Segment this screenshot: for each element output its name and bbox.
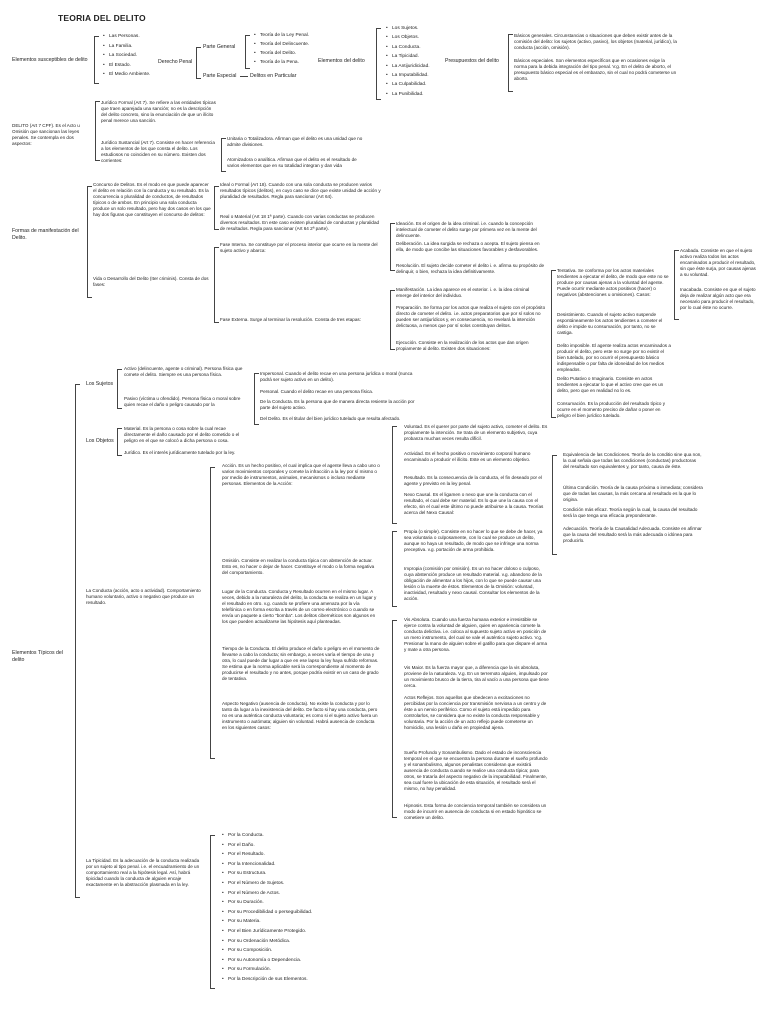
accion: Acción. Es un hecho positivo, el cual implica que el agente lleva a cabo uno o varios movimientos corporales y comete la infracción a la ley por sí mismo o por medio de instrumentos, animales, mecanismos o incluso mediante personas. Elementos de la Acción: [222,463,380,486]
list-item: • Por el Número de Sujetos. [222,879,312,889]
delito-definition: DELITO (Art 7 CPF). Es el Acto u Omisión que sancionan las leyes penales. Se contempla en dos aspectos: [12,123,80,146]
conducta: La Conducta (acción, acto o actividad). Comportamiento humano voluntario, activo o negativo que produce un resultado. [86,588,201,605]
delito-putativo: Delito Putativo o Imaginario. Consiste en actos tendientes a ejecutar lo que el activo cree que es un delito, pero que en realidad no lo es. [557,376,664,393]
list-item: • Los Sujetos. [386,24,430,33]
connector [240,76,248,77]
bracket [390,223,395,271]
parte-general-list [254,31,309,67]
parte-general-label: Parte General [203,44,236,50]
bracket [376,28,381,100]
list-item: • Teoría del Delincuente. [254,40,309,49]
bracket [674,250,679,320]
acabada: Acabada. Consiste en que el sujeto activo realiza todos los actos encaminados a producir el resultado, sin que éste surja, por causas ajenas a su voluntad. [680,248,756,277]
tipicidad: La Tipicidad. Es la adecuación de la conducta realizada por un sujeto al tipo penal. i.e. el encuadramiento de un comportamiento real a la hipótesis legal. Así, habrá tipicidad cuando la conducta de alguien encaje exactamente en la abstracción plasmada en la ley. [86,858,200,887]
bracket [75,384,80,898]
list-item: • Por la Descripción de sus Elementos. [222,975,312,985]
resolucion: Resolución. El sujeto decide cometer el delito i. e. afirma su propósito de delinquir, o bien, rechaza la idea definitivamente. [396,263,545,274]
list-item: • La Imputabilidad. [386,71,430,80]
objeto-material: Material. Es la persona o cosa sobre la cual recae directamente el daño causado por el delito cometido o el peligro en el que se colocó a dicha persona o cosa. [124,426,240,443]
bracket [117,369,122,409]
impersonal: Impersonal. Cuando el delito recae en una persona jurídica o moral (nunca podrá ser sujeto activo en un delito). [260,371,413,382]
derecho-penal-label: Derecho Penal [158,59,193,65]
list-item: • El Medio Ambiente. [103,70,150,80]
desistimiento: Desistimiento. Cuando el sujeto activo suspende espontáneamente los actos tendientes a cometer el delito e impide su consumación, por tanto, no se castiga. [557,312,663,335]
list-item: • Por su Composición. [222,946,312,956]
sueno-sonambulismo: Sueño Profundo y Sonambulismo. Dado el estado de inconsciencia temporal en el que se encuentra la persona durante el sueño profundo y el sonambulismo, algunos penalistas consideran que existirá ausencia de conducta cuando se realice una conducta típica; para otros, se trataría del aspecto negativo de la imputabilidad. Finalmente, sea cual fuere la ubicación de esta situación, el resultado será el mismo, no hay penalidad. [404,750,548,791]
bracket [508,34,513,92]
presupuestos-basicos: Básicos generales. Circunstancias o situaciones que deben existir antes de la comisión del delito: los sujetos (activo, pasivo), los objetos (material, jurídico), la conducta (acción, omisión). [514,33,677,50]
bracket [221,138,226,172]
unitaria: Unitaria o Totalizadora. Afirman que el delito es una unidad que no admite divisiones. [227,136,363,147]
parte-especial-item: Delitos en Particular [250,73,297,79]
sujeto-activo: Activo (delincuente, agente o criminal). Persona física que comete el delito. Siempre es una persona física. [124,366,243,377]
bracket [214,247,219,323]
lugar-conducta: Lugar de la Conducta. Conducta y Resultado ocurren en el mismo lugar. A veces, debido a la naturaleza del delito, la conducta se realiza en un lugar y el resultado en otro. v.g. cuando se profiere una amenaza por la vía telefónica o en forma escrita a través de un correo electrónico o cuando se envía un paquete a cierto "bomba". Los delitos cibernéticos son algunos en los que pueden actualizarse las hipótesis aquí planteadas. [222,589,377,624]
list-item: • La Punibilidad. [386,90,430,99]
list-item: • La Tipicidad. [386,52,430,61]
fase-interna: Fase Interna. Se constituye por el proceso interior que ocurre en la mente del sujeto activo y abarca: [220,242,378,253]
bracket [94,36,99,84]
list-item: • La Culpabilidad. [386,80,430,89]
manifestacion: Manifestación. La idea aparece en el exterior. i. e. la idea criminal emerge del interior del individuo. [396,287,530,298]
list-item: • Por la Intencionalidad. [222,860,312,870]
bracket [214,186,219,230]
ultima-condicion: Última Condición. Teoría de la causa próxima o inmediata; considera que de todas las causas, la más cercana al resultado es la que lo origina. [563,485,703,502]
list-item: • Por el Daño. [222,841,312,851]
list-item: • El Estado. [103,61,150,71]
bracket [196,47,201,79]
bracket [210,467,215,759]
tiempo-conducta: Tiempo de la Conducta. El delito produce el daño o peligro en el momento de llevarse a cabo la conducta; sin embargo, a veces varía el tiempo de una y otra, lo cual puede dar lugar a que en ese lapso la ley haya sufrido reformas. Se estima que la norma aplicable será la correspondiente al momento de producirse el resultado y no antes, porque podría existir en un caso de grado de tentativa. [222,646,380,681]
preparacion: Preparación. Se forma por los actos que realiza el sujeto con el propósito directo de cometer el delito. i.e. actos preparatorios que por sí solos no pueden ser antijurídicos y, en consecuencia, no revelará la intención delictuosa, a menos que por sí solos constituyan delitos. [396,305,546,328]
bracket [551,270,556,418]
bracket [392,531,397,607]
elementos-tipicos-label: Elementos Típicos del delito [12,650,63,663]
omision-propia: Propia (o simple). Consiste en no hacer lo que se debe de hacer, ya sea voluntaria o culposamente, con lo cual se produce un delito, aunque no haya un resultado, de modo que se infringe una norma preceptiva. v.g. portación de arma prohibida. [404,529,543,552]
elementos-susceptibles-label: Elementos susceptibles de delito [12,57,88,63]
vis-absoluta: Vis Absoluta. Cuando una fuerza humana exterior e irresistible se ejerce contra la voluntad de alguien, quien en apariencia comete la conducta delictiva. i.e. coloca al supuesto sujeto activo en posición de un mero instrumento, del cual se vale el auténtico sujeto activo. V.g. Presionar la mano de alguien sobre el gatillo para que dispare el arma y mate a otra persona. [404,617,548,652]
hipnosis: Hipnosis. Esta forma de conciencia temporal también se considera un modo de incurrir en ausencia de conducta si en estado hipnótico se cometiere un delito. [404,803,547,820]
actos-reflejos: Actos Reflejos. Son aquellos que obedecen a excitaciones no percibidas por la conciencia por transmisión nerviosa a un centro y de éste a un nervio periférico. Como el sujeto está impedido para controlarlos, se considera que no existe la conducta responsable y voluntaria. Por la acción de un acto reflejo puede cometerse un homicidio, una lesión u daño en propiedad ajena. [404,695,547,730]
elementos-delito-label: Elementos del delito [318,58,365,64]
omision-impropia: Impropia (comisión por omisión). Es un no hacer doloso o culposo, cuya abstención produce un resultado material. v.g. abandono de la obligación de alimentar a los hijos, con lo que se puede causar una lesión o la muerte de éstos. Elementos de la Omisión: voluntad, inactividad, resultado y nexo causal. Consultar los elementos de la acción. [404,566,542,601]
objetos-label: Los Objetos [86,438,114,444]
list-item: • Por la Conducta. [222,831,312,841]
bracket [210,835,215,989]
personal: Personal. Cuando el delito recae en una persona física. [260,389,374,394]
voluntad: Voluntad. Es el querer por parte del sujeto activo, cometer el delito. Es propiamente la intención. Se trata de un elemento subjetivo, cuya probanza muchas veces resulta difícil. [404,424,548,441]
list-item: • La Antijuridicidad. [386,62,430,71]
list-item: • Los Objetos. [386,33,430,42]
formas-label: Formas de manifestación del Delito. [12,228,79,241]
list-item: • Por el Resultado. [222,850,312,860]
bracket [552,455,557,555]
vida-delito: Vida o Desarrollo del Delito (Iter criminis). Consta de dos fases: [93,276,209,287]
list-item: • Las Personas. [103,32,150,42]
list-item: • Por su Formulación. [222,965,312,975]
condicion-eficaz: Condición más eficaz. Teoría según la cual, la causa del resultado será la que tenga una eficacia preponderante. [563,507,698,518]
equivalencia: Equivalencia de las Condiciones. Teoría de la conditio sine qua non, la cual señala que todas las condiciones (conductas) productoras del resultado son equivalentes y, por tanto, causa de éste. [563,452,702,469]
bracket [117,428,122,456]
bracket [87,186,92,298]
elementos-list [386,24,430,99]
list-item: • Por el Número de Actos. [222,889,312,899]
real-material: Real o Material (Art 18 1ª parte). Cuando con varias conductas se producen diversos resultados. En este caso existen pluralidad de conductas y pluralidad de resultados. Regla para sancionar (Art 64 2ª parte). [220,214,380,231]
parte-especial-label: Parte Especial [203,73,237,79]
bracket [392,426,397,524]
actividad: Actividad. Es el hecho positivo o movimiento corporal humano encaminado a producir el ilícito. Este es un elemento objetivo. [404,451,531,462]
adecuacion: Adecuación. Teoría de la Causalidad Adecuada. Consiste en afirmar que la causa del resultado será la más adecuada o idónea para producirlo. [563,526,702,543]
vis-maior: Vis Maior. Es la fuerza mayor que, a diferencia que la vis absoluta, proviene de la naturaleza. V.g. En un terremoto alguien, impulsado por un movimiento brusco de la tierra, tira al vacío a una persona que tiene cerca. [404,665,549,688]
objeto-juridico: Jurídico. Es el interés jurídicamente tutelado por la ley. [124,450,236,455]
delito-imposible: Delito imposible. El agente realiza actos encaminados a producir el delito, pero este no surge por no existir el bien tutelado, por no ocurrir el presupuesto básico indispensable o por falta de idoneidad de los medios empleados. [557,343,671,372]
list-item: • La Conducta. [386,43,430,52]
page-title: TEORIA DEL DELITO [58,13,146,23]
consumacion: Consumación. Es la producción del resultado típico y ocurre en el momento preciso de dañar o poner en peligro el bien jurídico tutelado. [557,401,666,418]
list-item: • Teoría de la Pena. [254,58,309,67]
presupuestos-label: Presupuestos del delito [445,58,499,64]
sujetos-label: Los Sujetos [86,381,114,387]
tentativa: Tentativa. Se conforma por los actos materiales tendientes a ejecutar el delito, de modo que este no se produce por causas ajenas a la voluntad del agente. Puede ocurrir mediante actos positivos (hacer) o negativos (abstenciones u omisiones). Casos: [557,268,669,297]
bracket [390,290,395,350]
ideal-formal: Ideal o Formal (Art 18). Cuando con una sola conducta se producen varios resultados típicos (delitos), en cuyo caso se dice que existe unidad de acción y pluralidad de resultados. Regla para sancionar (Art 64). [220,182,381,199]
juridico-sustancial: Jurídico Sustancial (Art 7). Consiste en hacer referencia a los elementos de los que consta el delito. Los estudiosos no coinciden en su número. Existen dos corrientes: [101,140,215,163]
sujeto-pasivo: Pasivo (víctima u ofendido). Persona física o moral sobre quien recae el daño o peligro causado por la [124,396,241,407]
tipicidad-list [222,831,312,985]
atomizadora: Atomizadora o analítica. Afirman que el delito es el resultado de varios elementos que en su totalidad integran y dan vida [227,157,357,168]
aspecto-negativo: Aspecto Negativo (ausencia de conducta). No existe la conducta y por lo tanto da lugar a la inexistencia del delito. De facto si hay una conducta, pero no es una auténtica conducta voluntaria; es como si el sujeto activo fuera un instrumento o autómata; alguien sin voluntad. Habrá ausencia de conducta en los siguientes casos: [222,701,378,730]
list-item: • Por el Bien Jurídicamente Protegido. [222,927,312,937]
list-item: • Por su Procedibilidad o perseguibilidad. [222,908,312,918]
list-item: • Por su Autonomía o Dependencia. [222,956,312,966]
de-la-conducta: De la Conducta. Es la persona que de manera directa resiente la acción por parte del sujeto activo. [260,399,415,410]
list-item: • La Sociedad. [103,51,150,61]
bienes-list [103,32,150,80]
list-item: • Por su Duración. [222,898,312,908]
list-item: • Por su Materia. [222,917,312,927]
bracket [95,101,100,161]
deliberacion: Deliberación. La idea surgida se rechaza o acepta. El sujeto piensa en ella, de modo que concibe las situaciones favorables y desfavorables. [396,241,540,252]
list-item: • Por su Ordenación Metódica. [222,937,312,947]
juridico-formal: Jurídico Formal (Art 7). Se refiere a las entidades típicas que traen aparejada una sanción; no es la descripción del delito concreto, sino la enunciación de que un ilícito penal merece una sanción. [101,100,216,123]
bracket [245,35,250,69]
omision: Omisión. Consiste en realizar la conducta típica con abstención de actuar. Esto es, no hacer o dejar de hacer. Constituye el modo o la forma negativa del comportamiento. [222,558,375,575]
resultado: Resultado. Es la consecuencia de la conducta, el fin deseado por el agente y previsto en la ley penal. [404,475,542,486]
inacabada: Inacabada. Consiste en que el sujeto deja de realizar algún acto que era necesario para producir el resultado, por lo cual éste no ocurre. [680,287,756,310]
nexo-causal: Nexo Causal. Es el ligamen o nexo que une la conducta con el resultado, el cual debe ser material. Es lo que une la causa con el efecto, sin el cual este último no puede atribuirse a la causa. Teorías acerca del Nexo Causal: [404,492,544,515]
bracket [254,373,259,425]
list-item: • Teoría del Delito. [254,49,309,58]
list-item: • La Familia. [103,42,150,52]
ideacion: Ideación. Es el origen de la idea criminal. i.e. cuando la concepción intelectual de cometer el delito surge por primera vez en la mente del delincuente. [396,221,537,238]
presupuestos-especiales: Básicos especiales. Son elementos específicos que en ocasiones exige la norma para la debida integración del tipo penal. V.g. En el delito de aborto, el presupuesto básico especial es el embarazo, sin el cual no podrá cometerse un aborto. [514,58,677,81]
fase-externa: Fase Externa. Surge al terminar la resolución. Consta de tres etapas: [220,317,361,322]
bracket [392,620,397,818]
ejecucion: Ejecución. Consiste en la realización de los actos que dan origen propiamente al delito. Existen dos situaciones: [396,340,529,351]
del-delito: Del Delito. Es el titular del bien jurídico tutelado que resulta afectado. [260,416,401,421]
list-item: • Por su Estructura. [222,869,312,879]
list-item: • Teoría de la Ley Penal. [254,31,309,40]
concurso: Concurso de Delitos. Es el modo en que puede aparecer el delito en relación con la conducta y su resultado. Es la concurrencia o pluralidad de conductos, de resultados típicos o de ambos. En principio una sola conducta produce un solo resultado, pero hay dos casos en los que hay dos figuras que constituyen el concurso de delitos: [93,182,211,217]
